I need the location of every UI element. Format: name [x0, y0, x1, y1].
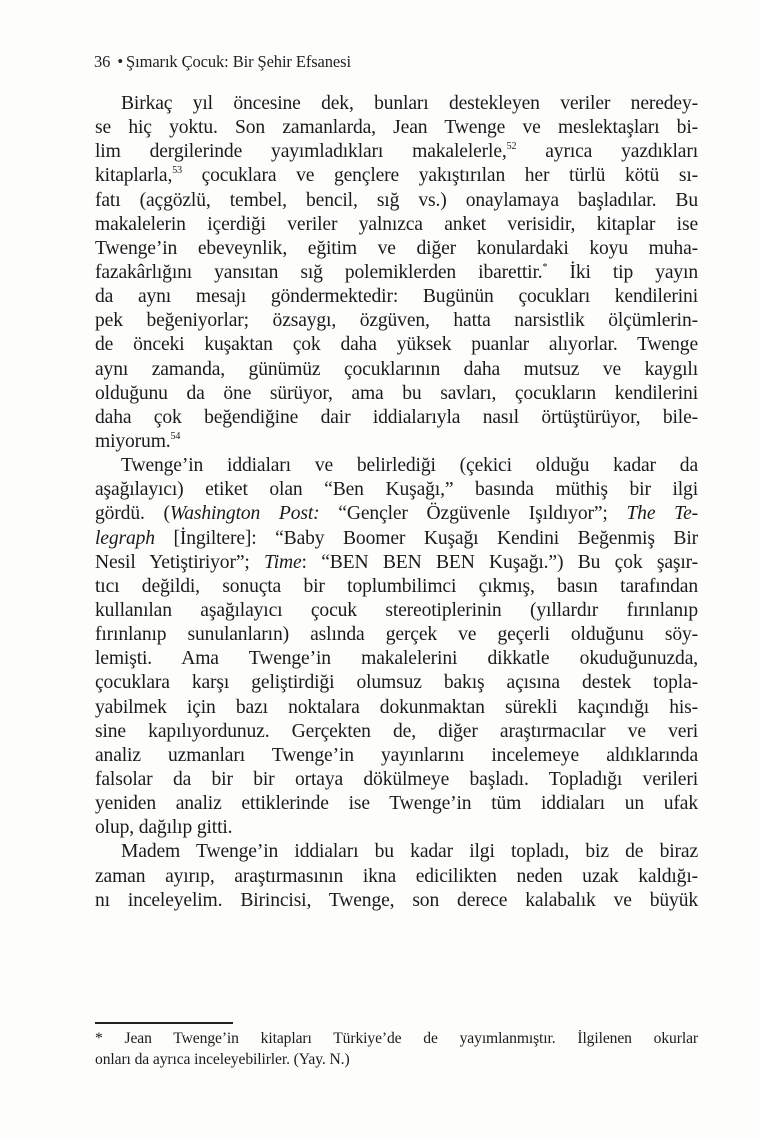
text-line: falsolar da bir bir ortaya dökülmeye başladı. Topladığı verileri — [95, 768, 698, 790]
text-line: fırınlanıp sunulanların) aslında gerçek ve geçerli olduğunu söy- — [95, 624, 698, 646]
body-text — [95, 92, 698, 913]
text-line: makalelerin içerdiği veriler yalnızca anket verisidir, kitaplar ise — [95, 213, 698, 235]
italic-run: Time — [264, 551, 302, 573]
italic-run: Washington Post: — [169, 503, 320, 525]
text-line: zaman ayırıp, araştırmasının ikna edicilikten neden uzak kaldığı- — [95, 865, 698, 887]
text-line: Madem Twenge’in iddiaları bu kadar ilgi topladı, biz de biraz — [121, 841, 698, 863]
text-line: kullanılan aşağılayıcı çocuk stereotiplerinin (yıllardır fırınlanıp — [95, 599, 698, 621]
separator-bullet: • — [117, 52, 124, 71]
text-line — [95, 502, 698, 526]
text-line: tıcı değildi, sonuçta bir toplumbilimci çıkmış, basın tarafından — [95, 575, 698, 597]
text-run: kitaplarla, — [95, 165, 173, 187]
text-line: olup, dağılıp gitti. — [95, 817, 233, 839]
text-line: sine kapılıyordunuz. Gerçekten de, diğer araştırmacılar ve veri — [95, 720, 698, 742]
text-run: lim dergilerinde yayımladıkları makalelerle, — [95, 141, 507, 163]
running-head — [94, 52, 351, 72]
text-line: pek beğeniyorlar; özsaygı, özgüven, hatta narsistlik ölçümlerin- — [95, 310, 698, 332]
text-line — [95, 430, 698, 454]
text-run: ayrıca yazdıkları — [516, 141, 698, 163]
text-line — [95, 164, 698, 188]
text-line: olduğunu da öne sürüyor, ama bu savları, çocukların kendilerini — [95, 382, 698, 404]
text-run: Nesil Yetiştiriyor”; — [95, 551, 265, 573]
endnote-ref[interactable]: 53 — [172, 165, 182, 177]
text-run: çocuklara ve gençlere yakıştırılan her türlü kötü sı- — [181, 165, 698, 187]
text-line: aşağılayıcı) etiket olan “Ben Kuşağı,” basında müthiş bir ilgi — [95, 479, 698, 501]
text-line: fatı (açgözlü, tembel, bencil, sığ vs.) onaylamaya başladılar. Bu — [95, 189, 698, 211]
text-line: Twenge’in ebeveynlik, eğitim ve diğer konulardaki koyu muha- — [95, 237, 698, 259]
paragraph — [95, 840, 698, 912]
text-run: İki tip yayın — [547, 261, 698, 283]
text-line: daha çok beğendiğine dair iddialarıyla nasıl örtüştürüyor, bile- — [95, 406, 698, 428]
text-line — [95, 551, 698, 575]
italic-run: legraph — [95, 527, 155, 549]
text-line: yeniden analiz ettiklerinde ise Twenge’in tüm iddiaları un ufak — [95, 793, 698, 815]
endnote-ref[interactable]: 54 — [170, 430, 181, 442]
text-run: : “BEN BEN BEN Kuşağı.”) Bu çok şaşır- — [301, 551, 698, 573]
text-line: da aynı mesajı göndermektedir: Bugünün çocukları kendilerini — [95, 286, 698, 308]
book-title: Şımarık Çocuk: Bir Şehir Efsanesi — [126, 52, 351, 71]
text-line: Birkaç yıl öncesine dek, bunları destekleyen veriler neredey- — [121, 93, 698, 114]
footnote-line: * Jean Twenge’in kitapları Türkiye’de de yayımlanmıştır. İlgilenen okurlar — [95, 1030, 698, 1047]
text-line — [95, 261, 698, 285]
text-run: [İngiltere]: “Baby Boomer Kuşağı Kendini Beğenmiş Bir — [154, 527, 698, 549]
text-line: se hiç yoktu. Son zamanlarda, Jean Twenge ve meslektaşları bi- — [95, 117, 698, 139]
text-line: nı inceleyelim. Birincisi, Twenge, son derece kalabalık ve büyük — [95, 889, 698, 911]
text-line: çocuklara karşı geliştirdiği olumsuz bakış açısına destek topla- — [95, 672, 698, 694]
text-line: de önceki kuşaktan çok daha yüksek puanlar alıyorlar. Twenge — [95, 334, 698, 356]
italic-run: The Te- — [626, 503, 698, 525]
page-number: 36 — [94, 52, 111, 71]
text-line: Twenge’in iddiaları ve belirlediği (çekici olduğu kadar da — [121, 455, 698, 477]
text-line: lemişti. Ama Twenge’in makalelerini dikkatle okuduğunuzda, — [95, 648, 698, 670]
text-line — [95, 527, 698, 551]
text-run: gördü. ( — [95, 503, 170, 525]
text-line — [95, 140, 698, 164]
paragraph — [95, 92, 698, 454]
footnote-ref[interactable]: * — [542, 261, 548, 273]
footnote-divider — [95, 1022, 233, 1024]
footnote — [95, 1028, 698, 1070]
paragraph — [95, 454, 698, 840]
text-line: analiz uzmanları Twenge’in yayınlarını incelemeye aldıklarında — [95, 744, 698, 766]
footnote-line: onları da ayrıca inceleyebilirler. (Yay. N.) — [95, 1051, 350, 1068]
text-line: aynı zamanda, günümüz çocuklarının daha mutsuz ve kaygılı — [95, 358, 698, 380]
text-run: “Gençler Özgüvenle Işıldıyor”; — [319, 503, 627, 525]
text-line: yabilmek için bazı noktalara dokunmaktan sürekli kaçındığı his- — [95, 696, 698, 718]
text-run: fazakârlığını yansıtan sığ polemiklerden ibarettir. — [95, 261, 543, 283]
text-run: miyorum. — [95, 430, 171, 452]
endnote-ref[interactable]: 52 — [506, 141, 517, 153]
